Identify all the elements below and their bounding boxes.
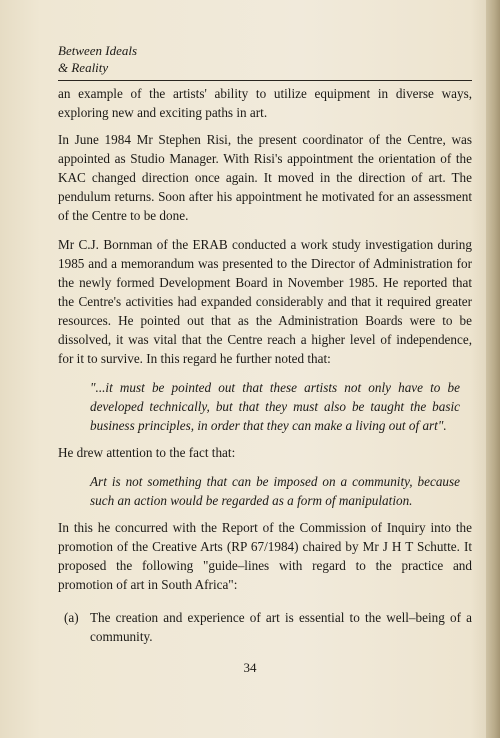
header-rule: [58, 80, 472, 81]
list-item-label: (a): [64, 610, 79, 625]
book-spine: [486, 0, 500, 738]
block-quote-2: Art is not something that can be imposed on a community, because such an action would be regarded as a form of manipulation.: [90, 474, 460, 508]
running-head-line-2: & Reality: [58, 60, 109, 75]
running-head: [58, 42, 137, 76]
running-head-line-1: Between Ideals: [58, 43, 138, 58]
body-text: [58, 84, 472, 646]
page-number: 34: [243, 660, 257, 675]
paragraph-2: In June 1984 Mr Stephen Risi, the present coordinator of the Centre, was appointed as Studio Manager. With Risi's appointment the orientation of the KAC changed direction once again. It moved in the direction of art. The pendulum returns. Soon after his appointment he motivated for an assessment of the Centre to be done.: [58, 132, 472, 223]
list-item-text: The creation and experience of art is essential to the well–being of a community.: [90, 610, 472, 644]
paragraph-4: He drew attention to the fact that:: [58, 445, 236, 460]
paragraph-3: Mr C.J. Bornman of the ERAB conducted a work study investigation during 1985 and a memorandum was presented to the Director of Administration for the newly formed Development Board in November 1985. He reported that the Centre's activities had expanded considerably and that it required greater resources. He pointed out that as the Administration Boards were to be dissolved, it was vital that the Centre reach a higher level of independence, for it to survive. In this regard he further noted that:: [58, 237, 472, 366]
paragraph-1: an example of the artists' ability to utilize equipment in diverse ways, exploring new and exciting paths in art.: [58, 86, 472, 120]
paragraph-5: In this he concurred with the Report of the Commission of Inquiry into the promotion of the Creative Arts (RP 67/1984) chaired by Mr J H T Schutte. It proposed the following "guide–lines with regard to the practice and promotion of art in South Africa":: [58, 520, 472, 592]
list-item: [58, 608, 472, 646]
block-quote-1: "...it must be pointed out that these artists not only have to be developed technically, but that they must also be taught the basic business principles, in order that they can make a living out of art".: [90, 380, 460, 433]
